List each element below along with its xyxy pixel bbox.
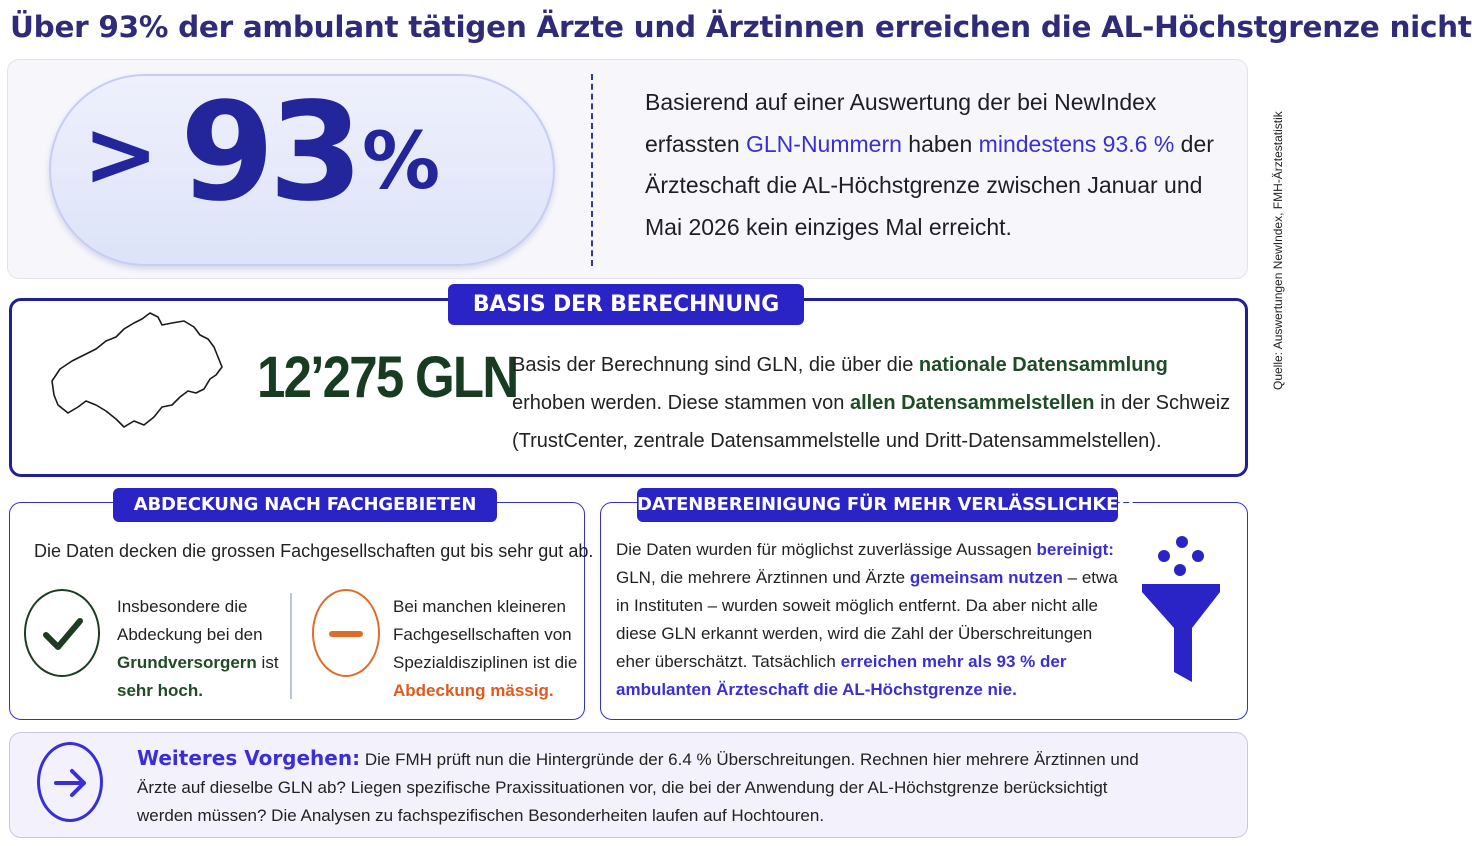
funnel-icon xyxy=(1138,532,1224,684)
highlight-conclusion: erreichen mehr als 93 % der ambulanten Ärzteschaft die AL-Höchstgrenze nie. xyxy=(616,652,1067,699)
source-note xyxy=(1255,62,1285,390)
coverage-high-text: Insbesondere die Abdeckung bei den Grundversorgern ist sehr hoch. xyxy=(117,597,279,700)
cleaning-banner: DATENBEREINIGUNG FÜR MEHR VERLÄSSLICHKEIT xyxy=(637,488,1118,522)
highlight-alle-datensammelstellen: allen Datensammelstellen xyxy=(849,392,1095,414)
next-steps-text: Weiteres Vorgehen: Die FMH prüft nun die Hintergründe der 6.4 % Überschreitungen. Rechnen hier mehrere Ärztinnen und Ärzte auf dieselbe GLN ab? Liegen spezifische Praxissituationen vor, die bei der Anwendung der AL-Höchstgrenze berücksichtigt werden müssen? Die Analysen zu fachspezifischen Besonderheiten laufen auf Hochtouren. xyxy=(137,746,1139,825)
basis-banner: BASIS DER BERECHNUNG xyxy=(448,284,804,325)
hero-panel xyxy=(7,59,1248,279)
gln-count: 12’275 GLN xyxy=(257,345,518,410)
checkmark-icon xyxy=(24,589,100,677)
cleaning-text: Die Daten wurden für möglichst zuverlässige Aussagen bereinigt: GLN, die mehrere Ärztinnen und Ärzte gemeinsam nutzen – etwa in Instituten – wurden soweit möglich entfernt. Da aber nicht alle diese GLN erkannt werden, wird die Zahl der Überschreitungen eher überschätzt. Tatsächlich erreichen mehr als 93 % der ambulanten Ärzteschaft die AL-Höchstgrenze nie. xyxy=(616,540,1118,699)
highlight-bereinigt: bereinigt: xyxy=(1036,540,1114,559)
column-divider xyxy=(290,593,292,699)
highlight-nationale-datensammlung: nationale Datensammlung xyxy=(918,354,1168,376)
page-title: Über 93% der ambulant tätigen Ärzte und Ärztinnen erreichen die AL-Höchstgrenze nicht xyxy=(10,10,1472,44)
coverage-intro: Die Daten decken die grossen Fachgesellschaften gut bis sehr gut ab. xyxy=(34,541,594,561)
minus-icon xyxy=(312,589,380,677)
big-number: 93 xyxy=(180,74,358,232)
arrow-right-icon xyxy=(37,742,103,822)
hero-text: Basierend auf einer Auswertung der bei NewIndex erfassten GLN-Nummern haben mindestens 93.6 % der Ärzteschaft die AL-Höchstgrenze zwischen Januar und Mai 2026 kein einziges Mal erreicht. xyxy=(645,89,1214,240)
highlight-grundversorgern: Grundversorgern xyxy=(117,653,257,672)
highlight-gemeinsam-nutzen: gemeinsam nutzen xyxy=(909,568,1063,587)
highlight-gln-nummern: GLN-Nummern xyxy=(746,130,902,157)
coverage-banner: ABDECKUNG NACH FACHGEBIETEN xyxy=(113,488,497,522)
switzerland-map-icon xyxy=(44,309,224,435)
percent-sign: % xyxy=(362,117,441,207)
highlight-mindestens: mindestens 93.6 % xyxy=(978,130,1175,157)
basis-text: Basis der Berechnung sind GLN, die über die nationale Datensammlung erhoben werden. Diese stammen von allen Datensammelstellen in der Schweiz (TrustCenter, zentrale Datensammelstelle und Dritt-Datensammelstellen). xyxy=(512,354,1231,452)
greater-than-sign: > xyxy=(83,102,159,207)
source-text: Quelle: Auswertungen NewIndex, FMH-Ärztestatistik xyxy=(1271,111,1285,390)
next-steps-title: Weiteres Vorgehen: xyxy=(137,746,361,770)
coverage-moderate-text: Bei manchen kleineren Fachgesellschaften von Spezialdisziplinen ist die Abdeckung mässig. xyxy=(393,597,578,700)
highlight-sehr-hoch: sehr hoch. xyxy=(117,681,203,700)
highlight-abdeckung-maessig: Abdeckung mässig. xyxy=(393,681,554,700)
dashed-divider xyxy=(591,74,593,266)
